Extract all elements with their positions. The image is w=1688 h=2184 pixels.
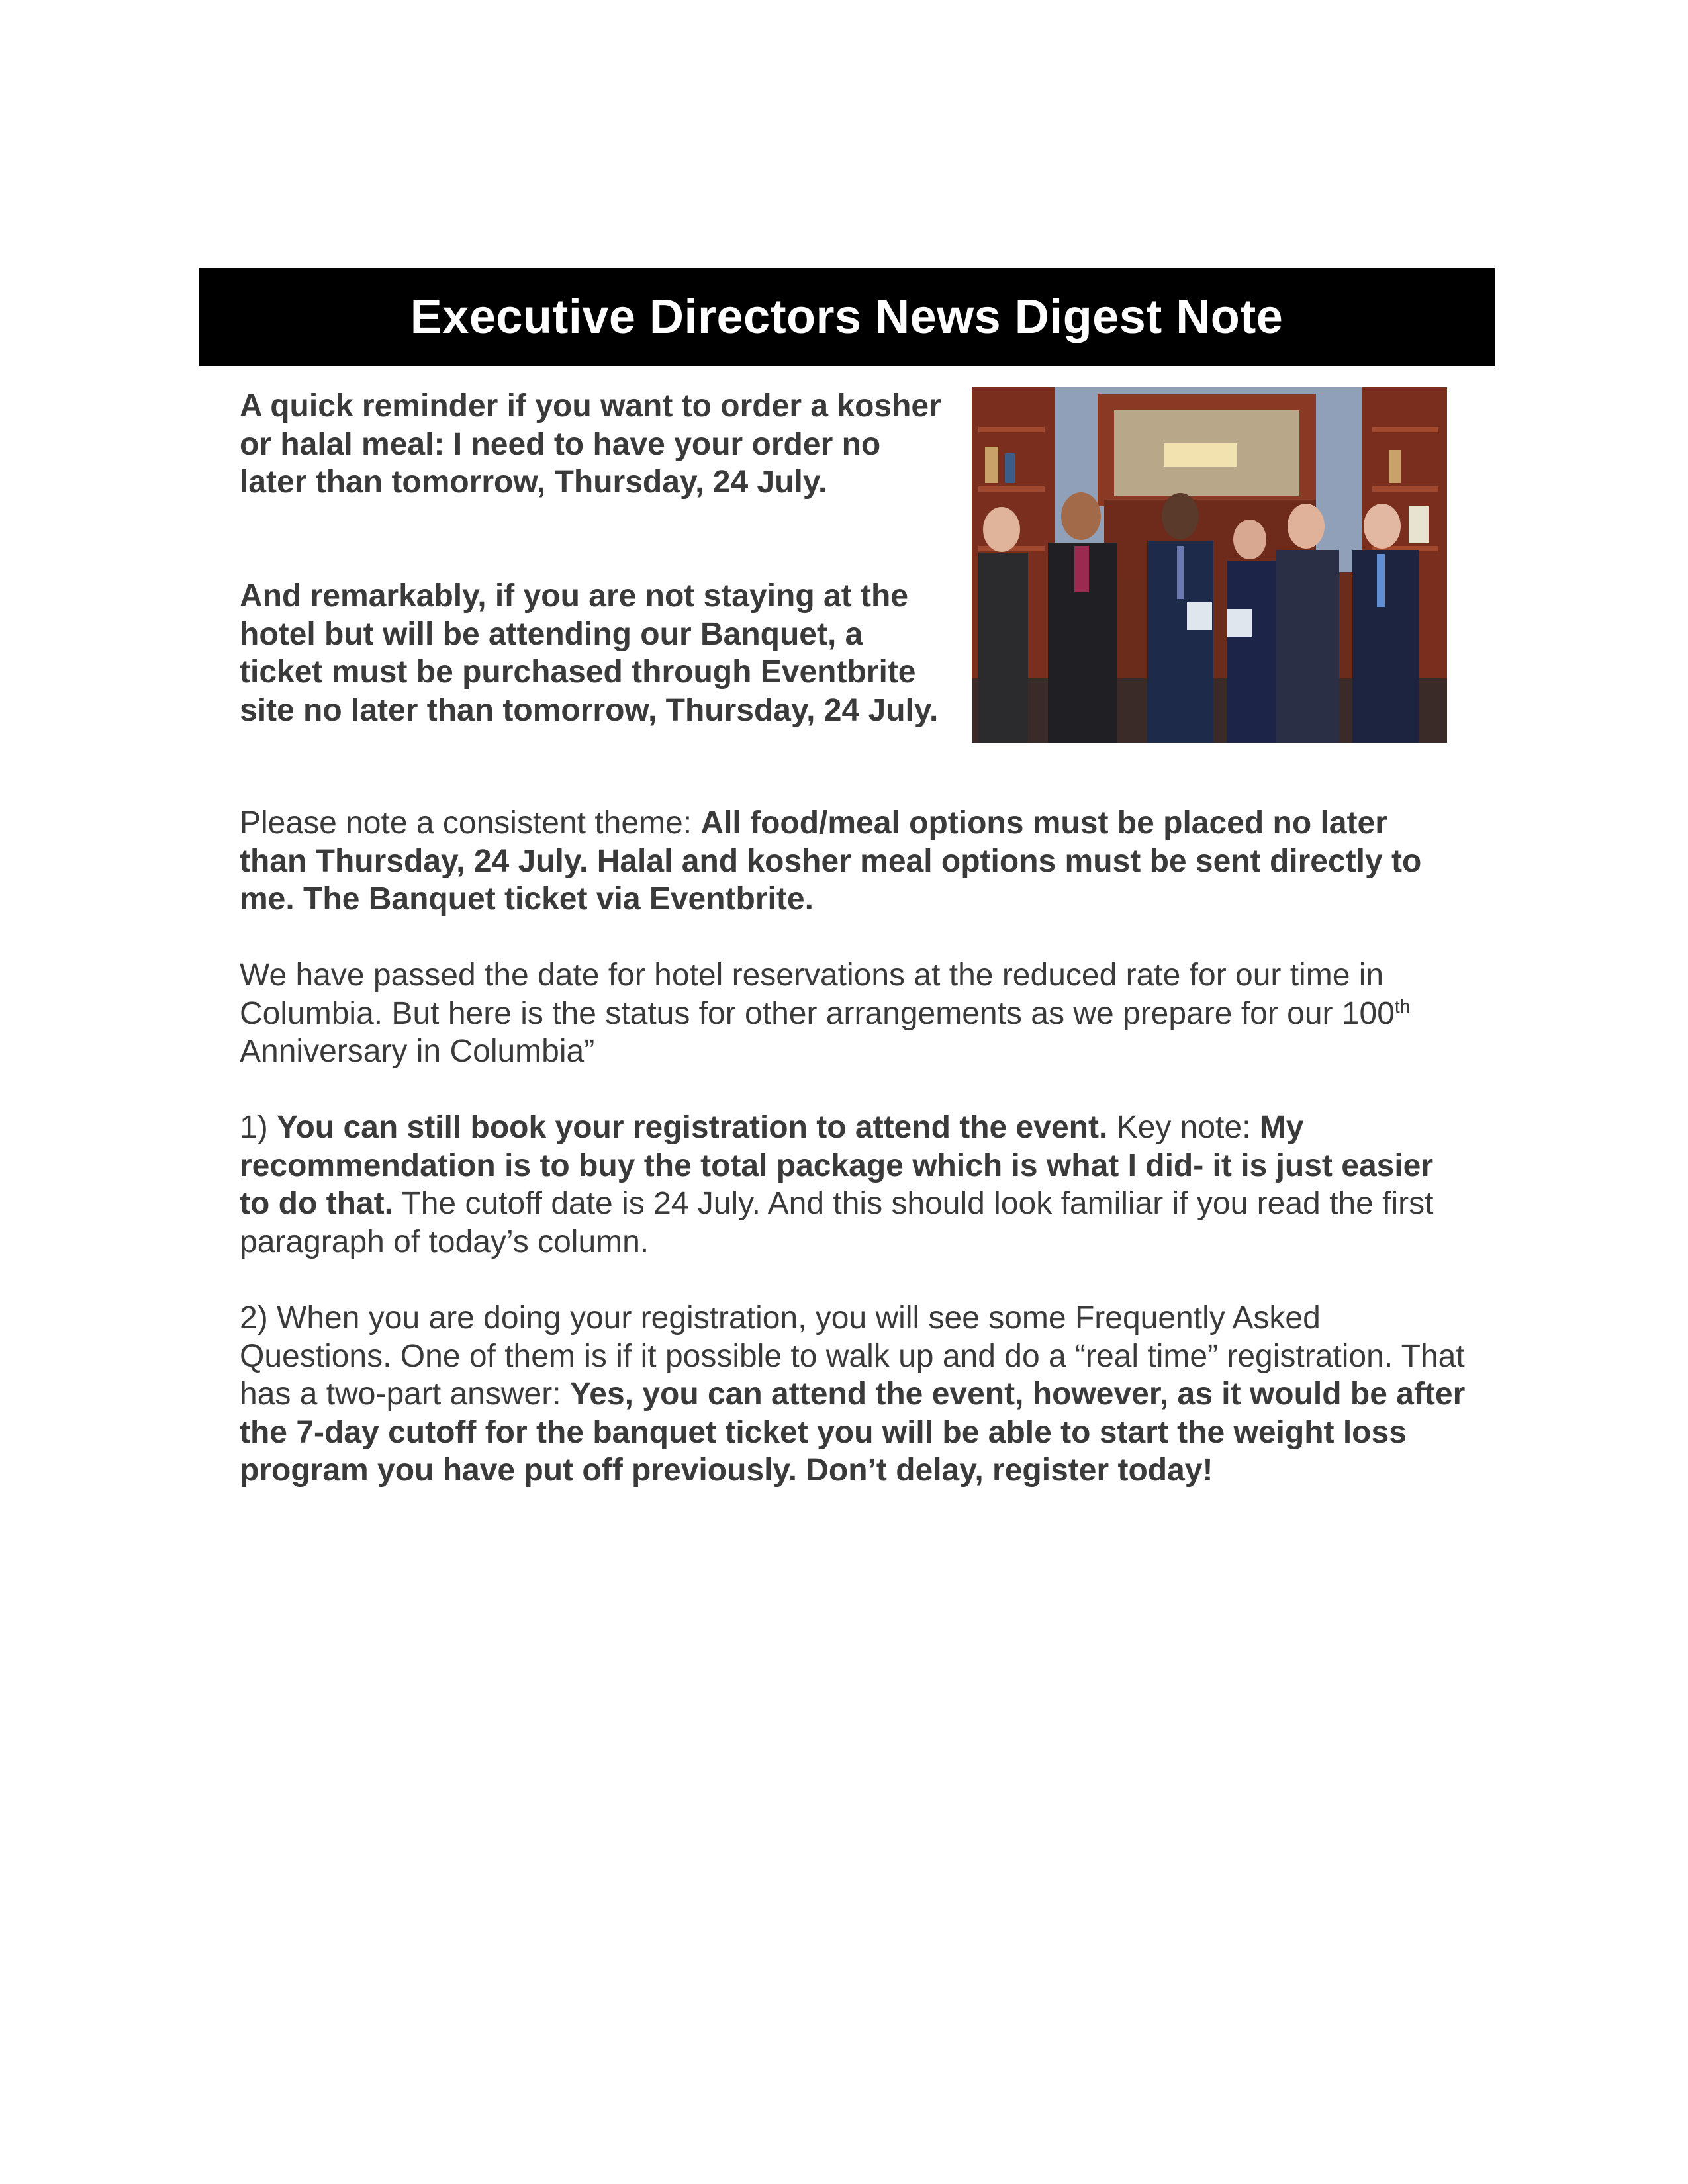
item-number-1: 1): [240, 1110, 277, 1145]
faq-paragraph: [240, 1299, 1471, 1490]
meal-deadline-paragraph: [240, 804, 1458, 919]
ordinal-suffix: th: [1394, 995, 1411, 1017]
registration-bold-a: You can still book your registration to attend the event.: [277, 1110, 1108, 1145]
hotel-status-paragraph: [240, 956, 1458, 1071]
faq-bold: Yes, you can attend the event, however, as it would be after the 7-day cutoff for the banquet ticket you will be able to start the weight loss program you have put off previously. Don’t delay, register today!: [240, 1377, 1466, 1488]
hotel-status-text-b: Anniversary in Columbia”: [240, 1034, 595, 1069]
reminder-paragraph-meal: A quick reminder if you want to order a kosher or halal meal: I need to have your order no later than tomorrow, Thursday, 24 July.: [240, 388, 941, 500]
registration-tail: The cutoff date is 24 July. And this should look familiar if you read the first paragraph of today’s column.: [240, 1186, 1434, 1259]
faq-lead: 2) When you are doing your registration, you will see some Frequently Asked Questions. One of them is if it possible to walk up and do a “real time” registration. That has a two-part answer:: [240, 1300, 1465, 1412]
hotel-status-text-a: We have passed the date for hotel reservations at the reduced rate for our time in Columbia. But here is the status for other arrangements as we prepare for our 100: [240, 958, 1395, 1031]
registration-bold-b: My recommendation is to buy the total package which is what I did- it is just easier to do that.: [240, 1110, 1434, 1221]
meal-deadline-lead: Please note a consistent theme:: [240, 805, 701, 841]
meal-deadline-bold: All food/meal options must be placed no later than Thursday, 24 July. Halal and kosher meal options must be sent directly to me. The Banquet ticket via Eventbrite.: [240, 805, 1422, 917]
page-title: Executive Directors News Digest Note: [410, 291, 1284, 343]
group-photo: [972, 387, 1447, 743]
page-title-banner: [199, 268, 1495, 366]
reminder-paragraph-banquet: And remarkably, if you are not staying at the hotel but will be attending our Banquet, a ticket must be purchased through Eventbrite site no later than tomorrow, Thursday, 24 July.: [240, 578, 939, 728]
registration-paragraph: [240, 1109, 1458, 1261]
registration-mid: Key note:: [1107, 1110, 1260, 1145]
